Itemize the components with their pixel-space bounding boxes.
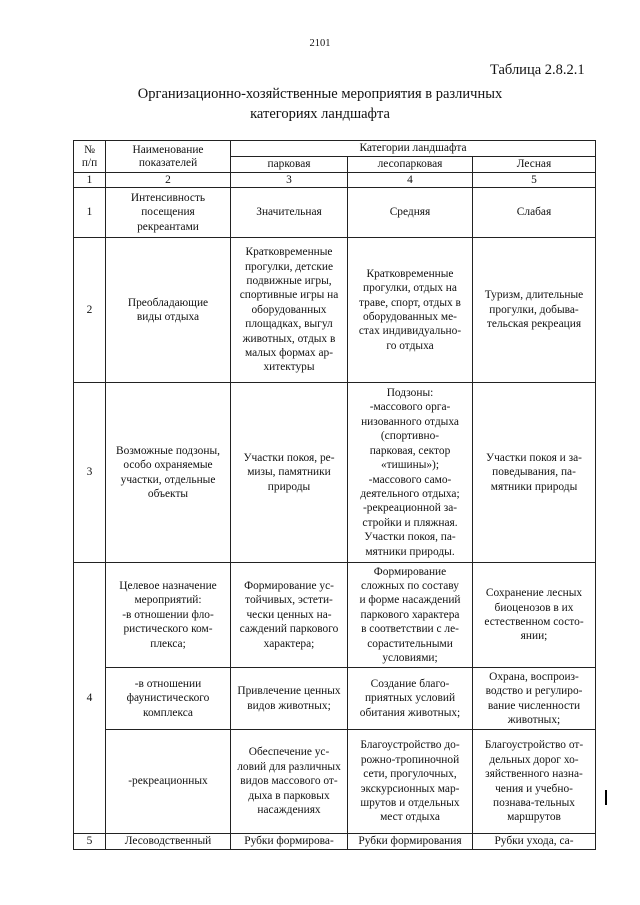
header-park: парковая: [231, 157, 348, 173]
cell-line: Участки покоя, па-: [364, 531, 456, 544]
indicator-cell: [106, 188, 231, 238]
page-number: 2101: [309, 38, 331, 49]
cell-line: экскурсионных мар-: [360, 782, 460, 795]
forest-park-cell: [348, 563, 473, 668]
cell-line: дыха в парковых: [248, 789, 330, 802]
cell-line: прогулки, отдых на: [363, 282, 457, 295]
cell-line: го отдыха: [386, 339, 434, 352]
text-cursor: [605, 790, 607, 805]
row-4a: [74, 563, 596, 668]
row-5: [74, 834, 596, 850]
cell-line: (спортивно-: [380, 430, 440, 443]
header-name-cell: Наименование показателей: [106, 141, 231, 173]
header-categories-cell: Категории ландшафта: [231, 141, 596, 157]
forest-park-cell: [348, 730, 473, 834]
cell-line: приятных условий: [364, 692, 456, 705]
forest-cell: [473, 730, 596, 834]
cell-line: фаунистического: [126, 692, 210, 705]
forest-park-cell: [348, 668, 473, 730]
indicator-cell: [106, 834, 231, 850]
indicator-cell: [106, 383, 231, 563]
park-cell: [231, 730, 348, 834]
header-number-cell: № п/п: [74, 141, 106, 173]
cell-line: виды отдыха: [136, 311, 200, 323]
cell-line: Сохранение лесных: [485, 587, 583, 600]
cell-line: Кратковременные: [245, 246, 333, 259]
column-index: 5: [473, 173, 596, 188]
cell-line: Формирование ус-: [244, 579, 334, 592]
cell-line: животных;: [507, 713, 561, 726]
cell-line: -в отношении: [134, 677, 202, 690]
cell-line: -рекреационной за-: [362, 502, 458, 515]
cell-line: участки, отдельные: [120, 473, 216, 486]
forest-cell: [473, 563, 596, 668]
row-2: [74, 238, 596, 383]
cell-line: зяйственного назна-: [485, 768, 583, 781]
cell-line: мятники природы.: [365, 545, 455, 558]
cell-line: Рубки формирова-: [244, 835, 334, 848]
cell-line: Обеспечение ус-: [248, 746, 330, 759]
cell-line: траве, спорт, отдых в: [359, 296, 461, 309]
cell-line: видов массового от-: [240, 775, 338, 788]
landscape-measures-table: [73, 140, 596, 850]
park-cell: [231, 383, 348, 563]
row-number: 3: [74, 383, 106, 563]
header-row-1: [74, 141, 596, 157]
cell-line: Кратковременные: [366, 267, 454, 280]
cell-line: подвижные игры,: [246, 274, 332, 287]
row-4c: [74, 730, 596, 834]
cell-line: посещения: [141, 206, 195, 219]
cell-line: обитания животных;: [359, 706, 461, 719]
cell-line: водство и регулиро-: [485, 685, 583, 698]
cell-line: Благоустройство до-: [360, 739, 460, 752]
cell-line: Лесоводственный: [124, 835, 212, 848]
cell-line: сложных по составу: [361, 579, 459, 592]
forest-cell: [473, 188, 596, 238]
cell-line: чения и учебно-: [495, 782, 573, 795]
cell-line: ристического ком-: [123, 623, 213, 636]
forest-cell: [473, 383, 596, 563]
row-number: 4: [74, 563, 106, 834]
header-forest-park: лесопарковая: [348, 157, 473, 173]
row-3: [74, 383, 596, 563]
cell-line: площадках, выгул: [245, 318, 333, 331]
cell-line: малых формах ар-: [244, 347, 334, 360]
forest-park-cell: [348, 834, 473, 850]
table-title: [0, 84, 640, 124]
cell-line: мятники природы: [490, 480, 578, 493]
cell-line: плекса;: [150, 637, 186, 650]
column-index-row: [74, 173, 596, 188]
cell-line: дельных дорог хо-: [489, 753, 579, 766]
cell-line: паркового характера: [360, 608, 460, 621]
cell-line: тойчивых, эстети-: [245, 594, 333, 607]
header-forest: Лесная: [473, 157, 596, 173]
column-index: 4: [348, 173, 473, 188]
cell-line: вание численности: [487, 699, 581, 712]
cell-line: мест отдыха: [380, 811, 440, 824]
cell-line: чески ценных на-: [246, 608, 332, 621]
cell-line: условиями;: [382, 652, 438, 665]
cell-line: особо охраняемые: [123, 459, 213, 472]
cell-line: Формирование: [373, 565, 447, 578]
cell-line: Значительная: [256, 206, 322, 219]
cell-line: познава-тельных: [493, 796, 575, 809]
indicator-cell: [106, 563, 231, 668]
park-cell: [231, 238, 348, 383]
row-number: 2: [74, 238, 106, 383]
cell-line: биоценозов в их: [494, 601, 574, 614]
column-index: 3: [231, 173, 348, 188]
forest-cell: [473, 668, 596, 730]
cell-line: Возможные подзоны,: [116, 444, 220, 457]
forest-park-cell: [348, 238, 473, 383]
park-cell: [231, 834, 348, 850]
forest-park-cell: [348, 383, 473, 563]
cell-line: Средняя: [389, 206, 431, 219]
cell-line: видов животных;: [247, 699, 331, 712]
cell-line: мизы, памятники: [247, 466, 331, 479]
row-1: [74, 188, 596, 238]
cell-line: Создание благо-: [370, 677, 450, 690]
row-number: 1: [74, 188, 106, 238]
cell-line: Рубки формирования: [358, 835, 462, 848]
column-index: 2: [106, 173, 231, 188]
cell-line: «тишины»);: [380, 459, 440, 472]
cell-line: естественном состо-: [484, 616, 584, 628]
cell-line: маршрутов: [507, 811, 561, 824]
cell-line: деятельного отдыха;: [360, 487, 460, 500]
cell-line: насаждениях: [257, 804, 321, 817]
cell-line: Слабая: [516, 206, 552, 219]
cell-line: животных, отдых в: [242, 332, 336, 345]
forest-cell: [473, 834, 596, 850]
cell-line: Подзоны:: [386, 387, 434, 400]
cell-line: саждений паркового: [239, 623, 339, 636]
title-line-2: категориях ландшафта: [250, 106, 390, 122]
forest-cell: [473, 238, 596, 383]
cell-line: Рубки ухода, са-: [494, 835, 574, 848]
cell-line: шрутов и отдельных: [360, 796, 460, 809]
title-line-1: Организационно-хозяйственные мероприятия в различных: [137, 86, 503, 102]
cell-line: стройки и пляжная.: [362, 516, 458, 529]
cell-line: в соответствии с ле-: [361, 623, 459, 636]
cell-line: Благоустройство от-: [484, 739, 584, 752]
cell-line: и форме насаждений: [359, 594, 461, 607]
indicator-cell: [106, 238, 231, 383]
cell-line: -в отношении фло-: [122, 608, 214, 621]
cell-line: прогулки, детские: [244, 260, 334, 273]
cell-line: сети, прогулочных,: [363, 768, 457, 781]
cell-line: низованного отдыха: [361, 415, 459, 428]
cell-line: Привлечение ценных: [237, 685, 341, 698]
park-cell: [231, 668, 348, 730]
cell-line: оборудованных ме-: [363, 311, 457, 323]
indicator-cell: [106, 730, 231, 834]
cell-line: парковая, сектор: [369, 444, 451, 457]
cell-line: характера;: [263, 637, 315, 650]
cell-line: ловий для различных: [237, 760, 341, 773]
cell-line: прогулки, добыва-: [489, 303, 579, 316]
row-4b: [74, 668, 596, 730]
cell-line: хитектуры: [263, 361, 315, 374]
cell-line: -рекреационных: [128, 775, 208, 788]
forest-park-cell: [348, 188, 473, 238]
cell-line: спортивные игры на: [239, 289, 339, 302]
cell-line: Участки покоя, ре-: [243, 451, 335, 464]
cell-line: -массового само-: [368, 473, 452, 486]
park-cell: [231, 188, 348, 238]
cell-line: объекты: [147, 487, 189, 500]
cell-line: Охрана, воспроиз-: [489, 670, 579, 683]
cell-line: природы: [267, 480, 311, 493]
cell-line: рожно-тропиночной: [360, 753, 460, 766]
cell-line: янии;: [520, 630, 548, 643]
park-cell: [231, 563, 348, 668]
indicator-cell: [106, 668, 231, 730]
cell-line: Туризм, длительные: [484, 289, 584, 302]
cell-line: Интенсивность: [130, 191, 206, 204]
cell-line: Преобладающие: [127, 296, 209, 309]
cell-line: тельская рекреация: [486, 318, 582, 331]
cell-line: оборудованных: [251, 303, 327, 316]
row-number: 5: [74, 834, 106, 850]
cell-line: мероприятий:: [134, 594, 202, 607]
cell-line: комплекса: [143, 706, 193, 719]
cell-line: сорастительными: [367, 637, 453, 650]
cell-line: стах индивидуально-: [358, 325, 462, 338]
cell-line: рекреантами: [137, 220, 199, 233]
cell-line: поведывания, па-: [492, 466, 576, 479]
cell-line: -массового орга-: [369, 401, 451, 414]
table-label: Таблица 2.8.2.1: [490, 62, 585, 78]
cell-line: Участки покоя и за-: [486, 451, 582, 464]
cell-line: Целевое назначение: [119, 579, 217, 592]
column-index: 1: [74, 173, 106, 188]
